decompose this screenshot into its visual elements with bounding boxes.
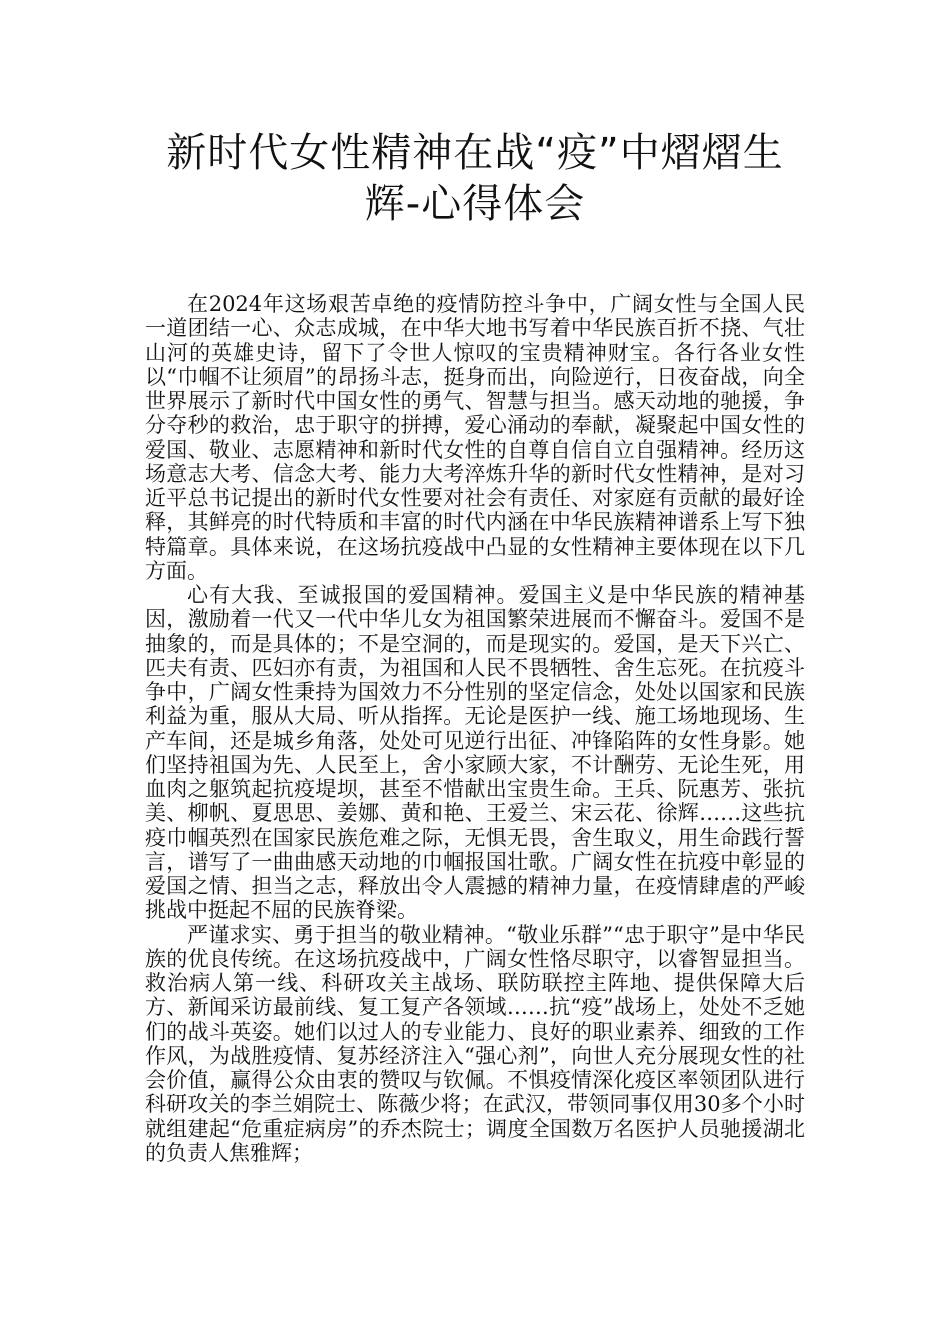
document-title: [100, 128, 850, 230]
paragraph-patriotism: 心有大我、至诚报国的爱国精神。爱国主义是中华民族的精神基因，激励着一代又一代中华儿女为祖国繁荣进展而不懈奋斗。爱国不是抽象的，而是具体的；不是空洞的，而是现实的。爱国，是天下兴亡、匹夫有责、匹妇亦有责，为祖国和人民不畏牺牲、舍生忘死。在抗疫斗争中，广阔女性秉持为国效力不分性别的坚定信念，处处以国家和民族利益为重，服从大局、听从指挥。无论是医护一线、施工场地现场、生产车间，还是城乡角落，处处可见逆行出征、冲锋陷阵的女性身影。她们坚持祖国为先、人民至上，舍小家顾大家，不计酬劳、无论生死，用血肉之躯筑起抗疫堤坝，甚至不惜献出宝贵生命。王兵、阮惠芳、张抗美、柳帆、夏思思、姜娜、黄和艳、王爱兰、宋云花、徐辉……这些抗疫巾帼英烈在国家民族危难之际，无惧无畏，舍生取义，用生命践行誓言，谱写了一曲曲感天动地的巾帼报国壮歌。广阔女性在抗疫中彰显的爱国之情、担当之志，释放出令人震撼的精神力量，在疫情肆虐的严峻挑战中挺起不屈的民族脊梁。: [145, 583, 805, 923]
title-line-1: 新时代女性精神在战“疫”中熠熠生: [166, 130, 784, 176]
paragraph-intro: 在2024年这场艰苦卓绝的疫情防控斗争中，广阔女性与全国人民一道团结一心、众志成城，在中华大地书写着中华民族百折不挠、气壮山河的英雄史诗，留下了令世人惊叹的宝贵精神财宝。各行各业女性以“巾帼不让须眉”的昂扬斗志，挺身而出，向险逆行，日夜奋战，向全世界展示了新时代中国女性的勇气、智慧与担当。感天动地的驰援，争分夺秒的救治，忠于职守的拼搏，爱心涌动的奉献，凝聚起中国女性的爱国、敬业、志愿精神和新时代女性的自尊自信自立自强精神。经历这场意志大考、信念大考、能力大考淬炼升华的新时代女性精神，是对习近平总书记提出的新时代女性要对社会有责任、对家庭有贡献的最好诠释，其鲜亮的时代特质和丰富的时代内涵在中华民族精神谱系上写下独特篇章。具体来说，在这场抗疫战中凸显的女性精神主要体现在以下几方面。: [145, 292, 805, 583]
document-body: [145, 292, 805, 1165]
title-line-2: 辉-心得体会: [364, 181, 586, 227]
paragraph-dedication: 严谨求实、勇于担当的敬业精神。“敬业乐群”“忠于职守”是中华民族的优良传统。在这场抗疫战中，广阔女性恪尽职守，以睿智显担当。救治病人第一线、科研攻关主战场、联防联控主阵地、提供保障大后方、新闻采访最前线、复工复产各领域……抗“疫”战场上，处处不乏她们的战斗英姿。她们以过人的专业能力、良好的职业素养、细致的工作作风，为战胜疫情、复苏经济注入“强心剂”，向世人充分展现女性的社会价值，赢得公众由衷的赞叹与钦佩。不惧疫情深化疫区率领团队进行科研攻关的李兰娟院士、陈薇少将；在武汉，带领同事仅用30多个小时就组建起“危重症病房”的乔杰院士；调度全国数万名医护人员驰援湖北的负责人焦雅辉；: [145, 922, 805, 1165]
